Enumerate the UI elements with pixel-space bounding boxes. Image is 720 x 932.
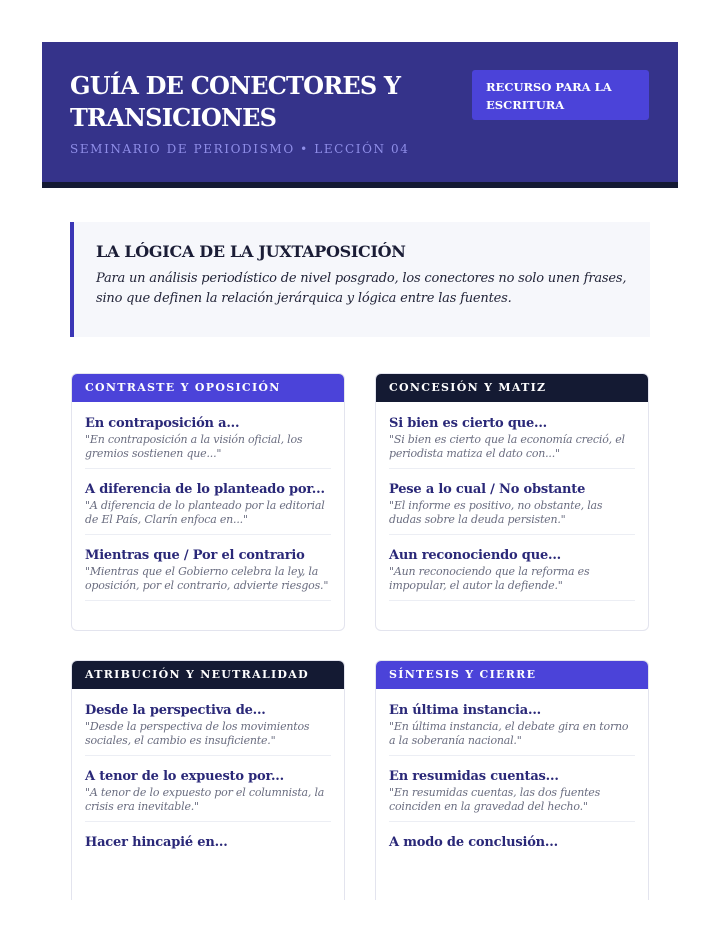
card-concesion — [375, 373, 649, 631]
list-item — [85, 703, 331, 756]
resource-badge: RECURSO PARA LA ESCRITURA — [472, 70, 649, 120]
list-item — [85, 835, 331, 859]
intro-title: LA LÓGICA DE LA JUXTAPOSICIÓN — [96, 242, 406, 261]
connector-title: Pese a lo cual / No obstante — [389, 482, 586, 497]
connector-example: "En resumidas cuentas, las dos fuentes coinciden en la gravedad del hecho." — [389, 786, 601, 813]
connector-title: Desde la perspectiva de... — [85, 703, 266, 718]
connector-title: En resumidas cuentas... — [389, 769, 559, 784]
list-item — [85, 769, 331, 822]
connector-title: Mientras que / Por el contrario — [85, 548, 305, 563]
connector-example: "Aun reconociendo que la reforma es impopular, el autor la defiende." — [389, 565, 590, 592]
card-atribucion — [71, 660, 345, 900]
connector-title: A modo de conclusión... — [389, 835, 558, 850]
connector-title: Hacer hincapié en... — [85, 835, 228, 850]
header-banner — [42, 42, 678, 188]
card-heading: CONTRASTE Y OPOSICIÓN — [72, 374, 344, 402]
connector-example: "Si bien es cierto que la economía creció, el periodista matiza el dato con..." — [389, 433, 625, 460]
list-item — [85, 482, 331, 535]
connector-example: "El informe es positivo, no obstante, las dudas sobre la deuda persisten." — [389, 499, 603, 526]
connector-title: En última instancia... — [389, 703, 541, 718]
connector-example: "A diferencia de lo planteado por la editorial de El País, Clarín enfoca en..." — [85, 499, 325, 526]
intro-text: Para un análisis periodístico de nivel posgrado, los conectores no solo unen frases, sino que definen la relación jerárquica y lógica entre las fuentes. — [96, 271, 627, 306]
list-item — [85, 548, 331, 601]
list-item — [389, 703, 635, 756]
list-item — [85, 416, 331, 469]
connector-example: "Desde la perspectiva de los movimientos sociales, el cambio es insuficiente." — [85, 720, 310, 747]
card-heading: SÍNTESIS Y CIERRE — [376, 661, 648, 689]
connector-example: "Mientras que el Gobierno celebra la ley, la oposición, por el contrario, advierte riesgos." — [85, 565, 329, 592]
connector-example: "A tenor de lo expuesto por el columnista, la crisis era inevitable." — [85, 786, 325, 813]
list-item — [389, 769, 635, 822]
list-item — [389, 416, 635, 469]
connector-title: En contraposición a... — [85, 416, 240, 431]
page-title: GUÍA DE CONECTORES Y TRANSICIONES — [70, 71, 401, 132]
connector-title: Aun reconociendo que... — [389, 548, 561, 563]
list-item — [389, 482, 635, 535]
card-contraste — [71, 373, 345, 631]
card-heading: CONCESIÓN Y MATIZ — [376, 374, 648, 402]
connector-example: "En última instancia, el debate gira en torno a la soberanía nacional." — [389, 720, 629, 747]
connector-title: A diferencia de lo planteado por... — [85, 482, 325, 497]
intro-callout — [70, 222, 650, 337]
list-item — [389, 548, 635, 601]
card-heading: ATRIBUCIÓN Y NEUTRALIDAD — [72, 661, 344, 689]
card-sintesis — [375, 660, 649, 900]
list-item — [389, 835, 635, 859]
connector-title: Si bien es cierto que... — [389, 416, 548, 431]
connector-example: "En contraposición a la visión oficial, los gremios sostienen que..." — [85, 433, 303, 460]
page-subtitle: SEMINARIO DE PERIODISMO • LECCIÓN 04 — [70, 142, 410, 156]
connector-title: A tenor de lo expuesto por... — [85, 769, 284, 784]
